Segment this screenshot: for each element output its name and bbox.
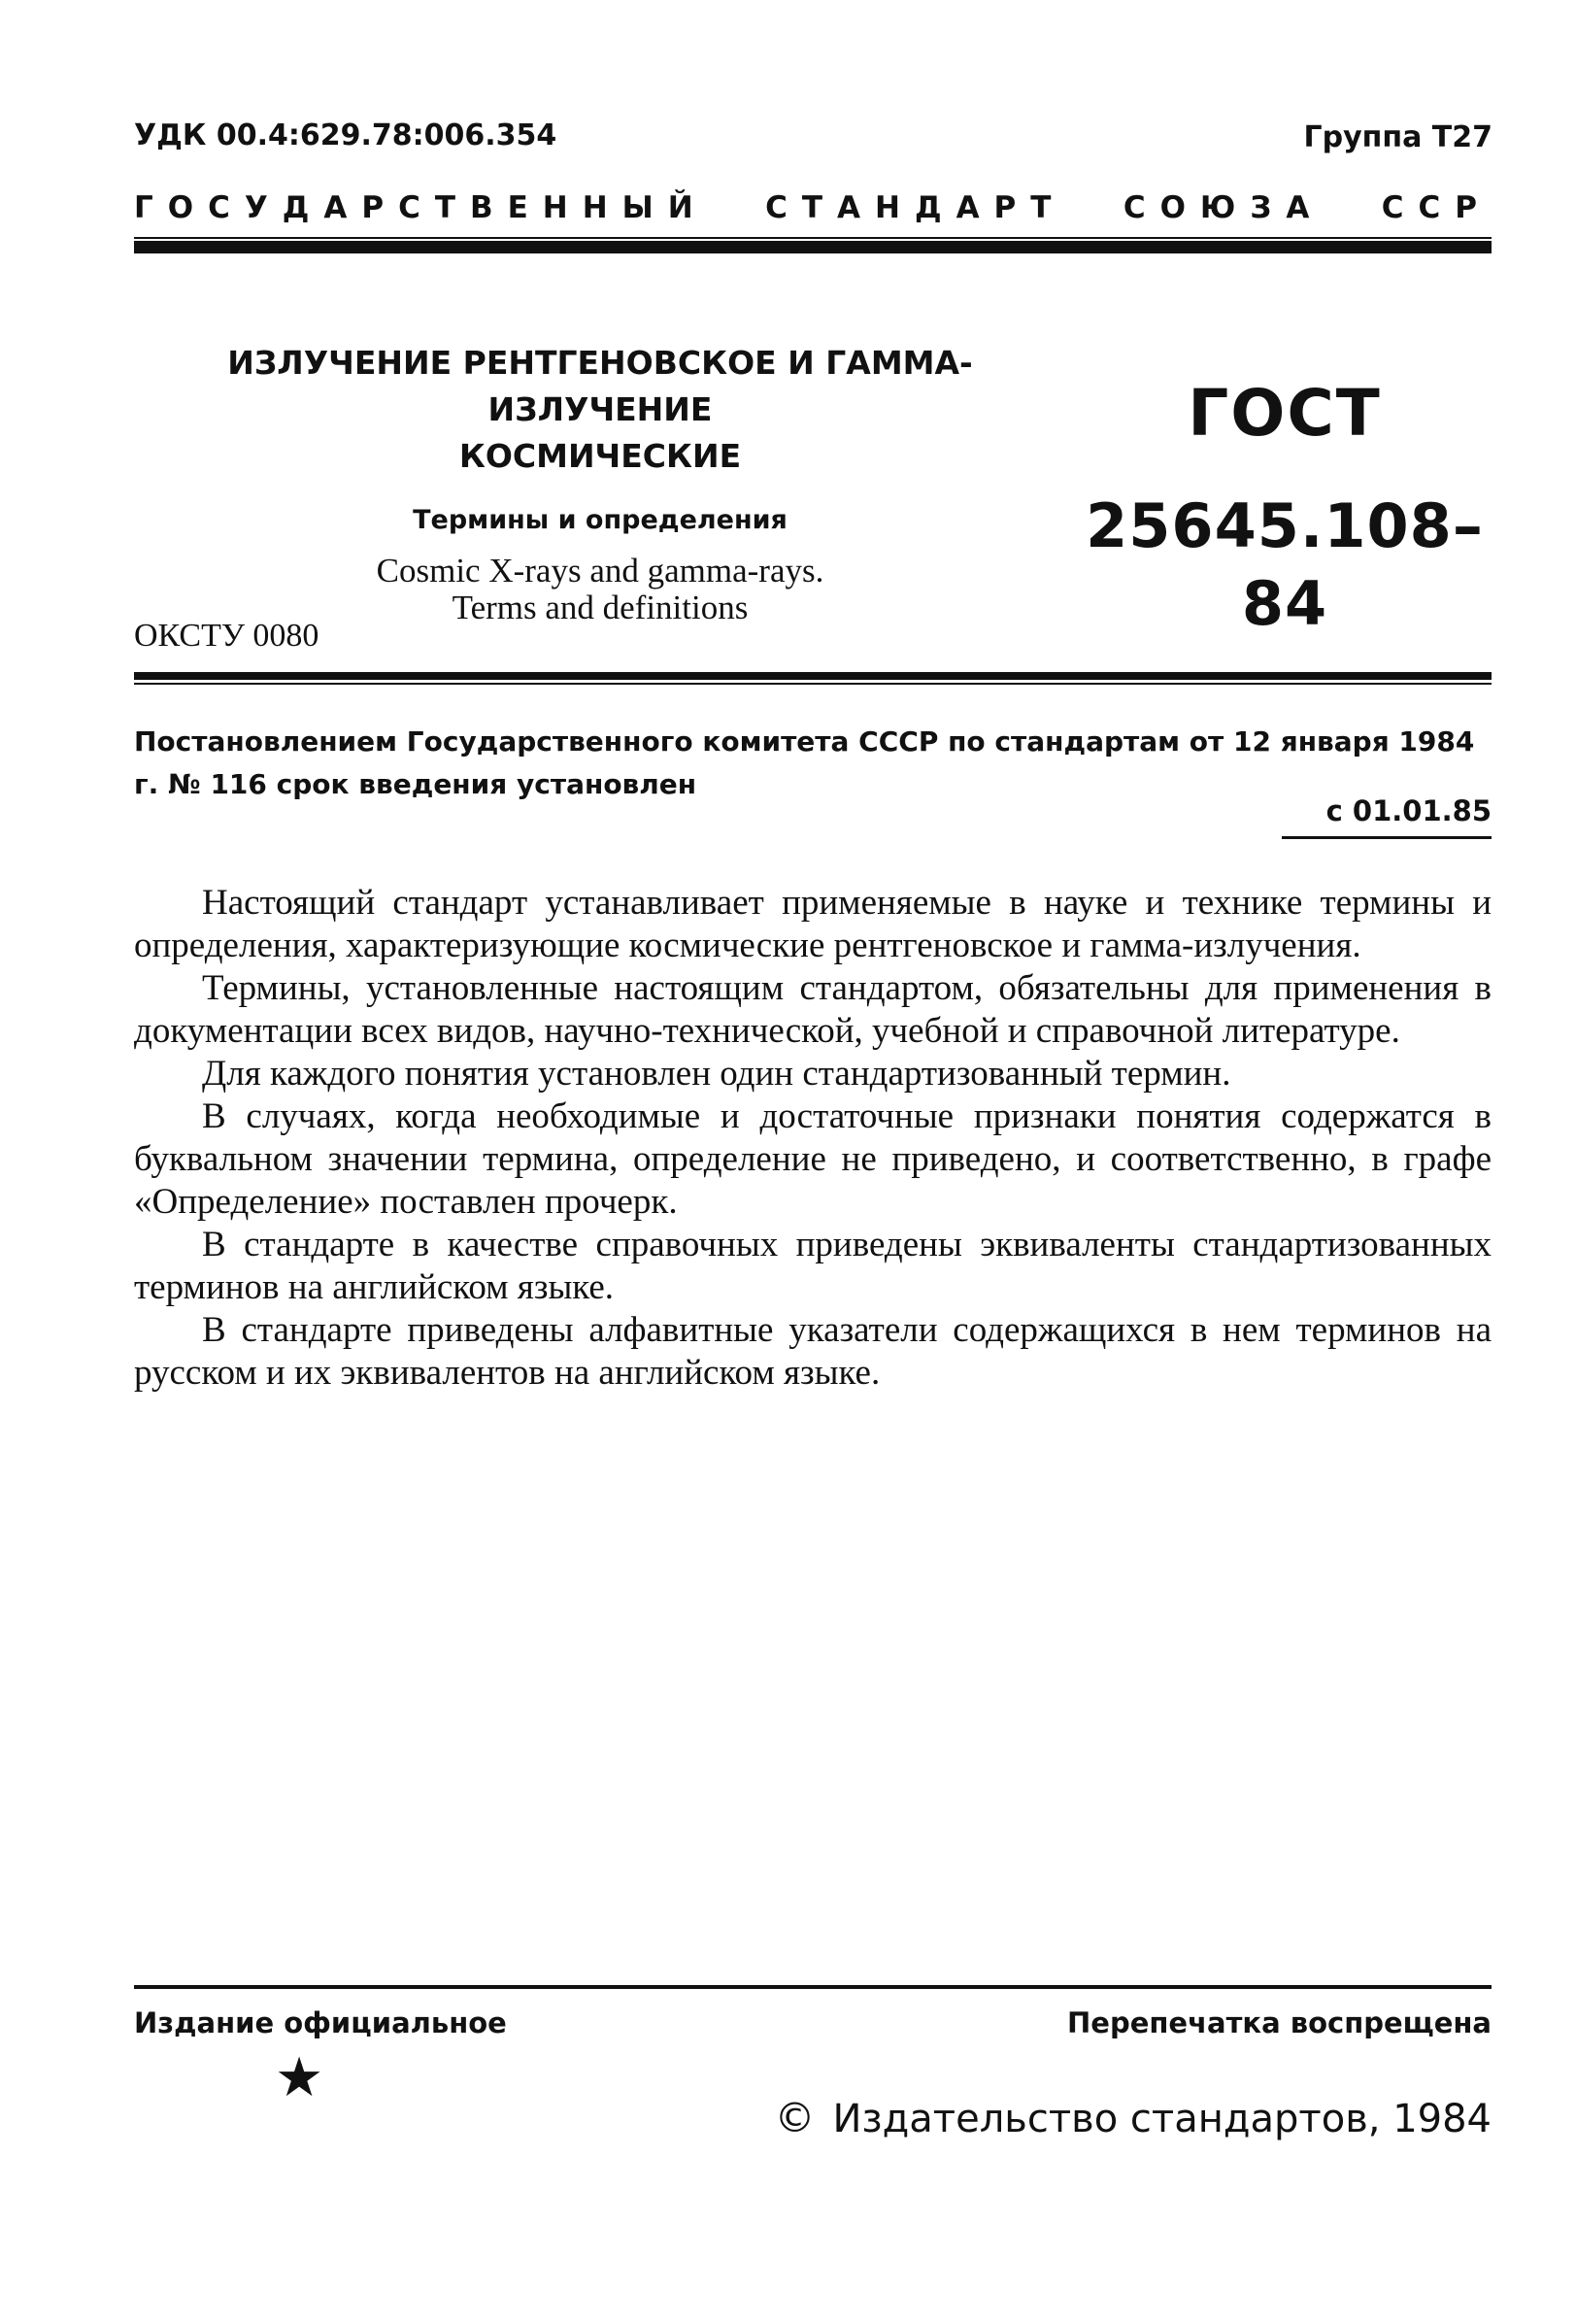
gost-block — [1078, 375, 1492, 643]
header-thick-rule — [134, 241, 1492, 253]
banner-word: СОЮЗА — [1123, 190, 1325, 225]
body-paragraph: Термины, установленные настоящим стандартом, обязательны для применения в документации всех видов, научно-технической, учебной и справочной литературе. — [134, 968, 1492, 1051]
publisher-name: Издательство стандартов, 1984 — [832, 2097, 1492, 2141]
body-text — [134, 882, 1492, 1395]
subtitle-english — [134, 553, 1066, 626]
body-paragraph: В случаях, когда необходимые и достаточные признаки понятия содержатся в буквальном значении термина, определение не приведено, и соответственно, в графе «Определение» поставлен прочерк. — [134, 1096, 1492, 1222]
official-edition-label: Издание официальное — [134, 2006, 507, 2039]
decree-text: Постановлением Государственного комитета СССР по стандартам от 12 января 1984 г. № 116 срок введения установлен — [134, 725, 1475, 800]
document-title — [134, 340, 1066, 480]
gost-number: 25645.108–84 — [1086, 490, 1484, 639]
okstu-code: ОКСТУ 0080 — [134, 618, 319, 654]
body-paragraph: В стандарте приведены алфавитные указатели содержащихся в нем терминов на русском и их эквивалентов на английском языке. — [134, 1310, 1492, 1393]
effective-date: с 01.01.85 — [1325, 794, 1492, 827]
body-paragraph: Для каждого понятия установлен один стандартизованный термин. — [202, 1054, 1231, 1094]
subtitle-english-line: Terms and definitions — [452, 589, 749, 626]
section-thick-rule — [134, 672, 1492, 680]
group-code: Группа Т27 — [1303, 120, 1492, 154]
gost-label: ГОСТ — [1188, 376, 1382, 451]
banner-word: СТАНДАРТ — [765, 190, 1066, 225]
header-thin-rule — [134, 237, 1492, 239]
section-thin-rule — [134, 683, 1492, 685]
udc-code: УДК 00.4:629.78:006.354 — [134, 118, 557, 152]
publisher-line — [774, 2094, 1492, 2141]
footer-rule — [134, 1985, 1492, 1989]
title-line: ИЗЛУЧЕНИЕ РЕНТГЕНОВСКОЕ И ГАММА-ИЗЛУЧЕНИЕ — [227, 344, 973, 428]
title-block — [134, 340, 1066, 626]
reprint-prohibited-label: Перепечатка воспрещена — [1067, 2006, 1492, 2039]
effective-date-underline — [1282, 836, 1492, 839]
star-icon: ★ — [275, 2046, 324, 2109]
copyright-icon: © — [774, 2094, 816, 2141]
body-paragraph: В стандарте в качестве справочных приведены эквиваленты стандартизованных терминов на английском языке. — [134, 1225, 1492, 1307]
body-paragraph: Настоящий стандарт устанавливает применяемые в науке и технике термины и определения, характеризующие космические рентгеновское и гамма-излучения. — [134, 883, 1492, 965]
title-line: КОСМИЧЕСКИЕ — [458, 437, 742, 475]
state-standard-banner — [134, 190, 1492, 225]
banner-word: ГОСУДАРСТВЕННЫЙ — [134, 190, 708, 225]
banner-word: ССР — [1381, 190, 1492, 225]
subtitle-russian: Термины и определения — [413, 505, 788, 535]
subtitle-english-line: Cosmic X-rays and gamma-rays. — [376, 552, 824, 589]
